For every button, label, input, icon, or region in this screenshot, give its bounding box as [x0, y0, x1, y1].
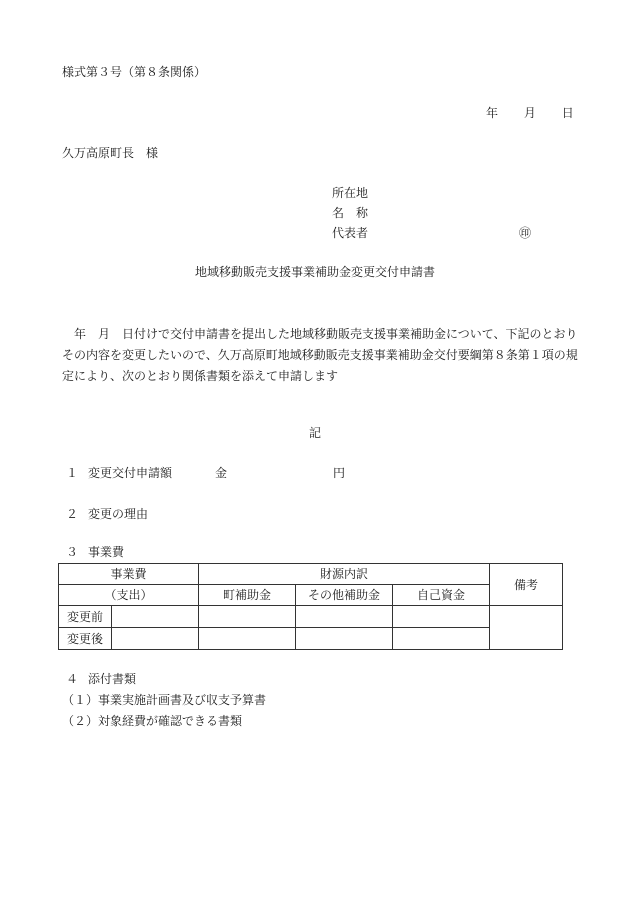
body-line-2: その内容を変更したいので、久万高原町地域移動販売支援事業補助金交付要綱第８条第１項の規	[62, 348, 578, 362]
date-year: 年	[486, 106, 499, 120]
cell-after-own	[393, 628, 490, 650]
cell-before-expense	[112, 606, 199, 628]
item-attachments	[66, 673, 136, 685]
item1-number: １	[66, 466, 79, 480]
header-expense: 事業費	[59, 564, 199, 585]
item-change-reason	[66, 508, 148, 520]
cell-before-other	[296, 606, 393, 628]
row-before-label: 変更前	[59, 606, 112, 628]
item4-label: 添付書類	[88, 672, 137, 686]
date-month: 月	[523, 106, 536, 120]
item1-label: 変更交付申請額	[88, 466, 173, 480]
cell-remarks	[490, 606, 563, 650]
cell-after-expense	[112, 628, 199, 650]
item-project-cost	[66, 546, 124, 558]
item2-label: 変更の理由	[88, 507, 149, 521]
cost-table	[58, 563, 563, 650]
amount-unit: 円	[333, 466, 346, 480]
body-line-3: 定により、次のとおり関係書類を添えて申請します	[62, 369, 339, 383]
header-own-funds: 自己資金	[393, 585, 490, 606]
attachment-item: （１）事業実施計画書及び収支予算書	[62, 693, 267, 707]
cell-after-town	[199, 628, 296, 650]
name-label: 名 称	[332, 206, 369, 220]
header-town-subsidy: 町補助金	[199, 585, 296, 606]
header-other-subsidy: その他補助金	[296, 585, 393, 606]
ki-heading: 記	[308, 426, 321, 440]
amount-prefix: 金	[215, 466, 228, 480]
item2-number: ２	[66, 507, 79, 521]
header-expense-sub: （支出）	[59, 585, 199, 606]
cell-after-other	[296, 628, 393, 650]
date-day: 日	[561, 106, 574, 120]
cell-before-own	[393, 606, 490, 628]
header-funding: 財源内訳	[199, 564, 490, 585]
body-line-1: 年 月 日付けで交付申請書を提出した地域移動販売支援事業補助金について、下記のとおり	[62, 327, 578, 341]
item3-label: 事業費	[88, 545, 125, 559]
item3-number: ３	[66, 545, 79, 559]
address-label: 所在地	[332, 186, 369, 200]
representative-label: 代表者	[332, 226, 369, 240]
date-line	[486, 107, 574, 119]
item4-number: ４	[66, 672, 79, 686]
addressee: 久万高原町長 様	[62, 146, 159, 160]
row-after-label: 変更後	[59, 628, 112, 650]
item-change-amount	[66, 467, 466, 479]
header-remarks: 備考	[490, 564, 563, 606]
cell-before-town	[199, 606, 296, 628]
attachment-item: （２）対象経費が確認できる書類	[62, 714, 243, 728]
document-title: 地域移動販売支援事業補助金変更交付申請書	[194, 265, 435, 279]
applicant-block	[332, 187, 368, 247]
body-text	[62, 324, 582, 387]
seal-mark: ㊞	[519, 226, 532, 240]
form-number: 様式第３号（第８条関係）	[62, 65, 207, 79]
